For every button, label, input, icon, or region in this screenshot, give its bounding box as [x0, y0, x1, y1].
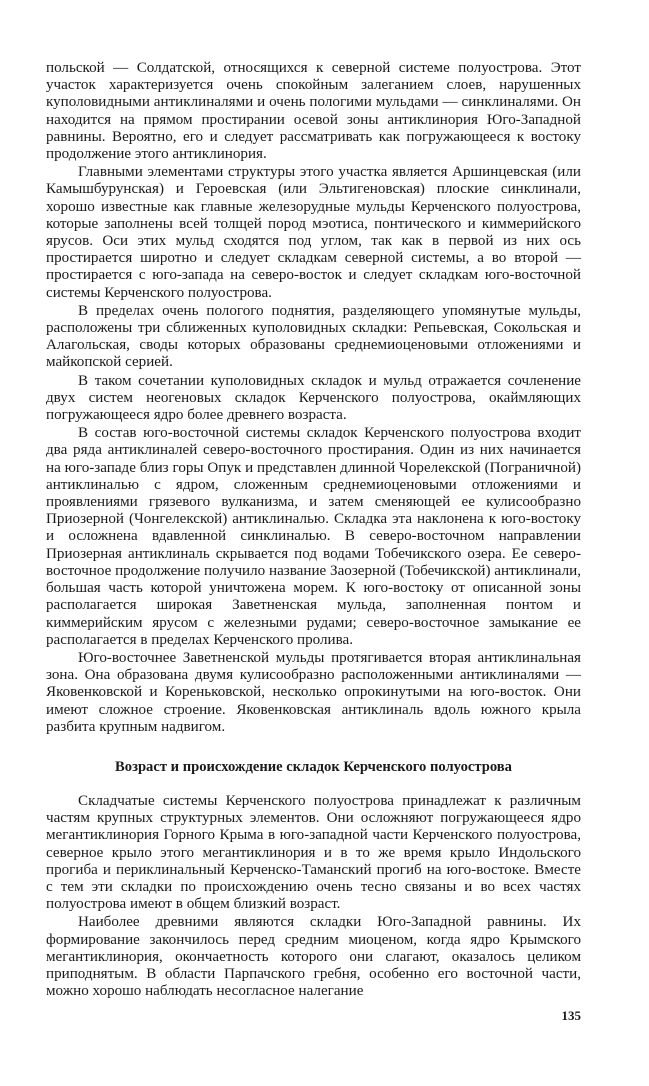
paragraph-8: Наиболее древними являются складки Юго-Западной равнины. Их формирование закончилось перед средним миоценом, когда ядро Крымского мегантиклинория, окончаетность которого они слагают, оказалось целиком приподнятым. В области Парпачского гребня, особенно его восточной части, можно хорошо наблюдать несогласное налегание: [46, 914, 581, 1000]
paragraph-4: В таком сочетании куполовидных складок и мульд отражается сочленение двух систем неогеновых складок Керченского полуострова, окаймляющих погружающееся ядро более древнего возраста.: [46, 372, 581, 424]
page-number: 135: [561, 1008, 581, 1023]
paragraph-5: В состав юго-восточной системы складок Керченского полуострова входит два ряда антиклиналей северо-восточного простирания. Один из них начинается на юго-западе близ горы Опук и представлен длинной Чорелекской (Пограничной) антиклиналью с ядром, сложенным среднемиоценовыми отложениями и проявлениями грязевого вулканизма, и затем сменяющей ее кулисообразно Приозерной (Чонгелекской) антиклиналью. Складка эта наклонена к юго-востоку и осложнена вдавленной синклиналью. В северо-восточном направлении Приозерная антиклиналь скрывается под водами Тобечикского озера. Ее северо-восточное продолжение получило название Заозерной (Тобечикской) антиклинали, большая часть которой уничтожена морем. К юго-востоку от описанной зоны располагается широкая Заветненская мульда, заполненная понтом и киммерийским ярусом с железными рудами; северо-восточное замыкание ее располагается в пределах Керченского пролива.: [46, 425, 581, 648]
paragraph-7: Складчатые системы Керченского полуострова принадлежат к различным частям крупных структурных элементов. Они осложняют погружающееся ядро мегантиклинория Горного Крыма в юго-западной части Керченского полуострова, северное крыло этого мегантиклинория и в то же время крыло Индольского прогиба и периклинальный Керченско-Таманский прогиб на юго-востоке. Вместе с тем эти складки по происхождению очень тесно связаны и во всех частях полуострова имеют в общем близкий возраст.: [46, 792, 581, 913]
section-heading: Возраст и происхождение складок Керченского полуострова: [115, 758, 512, 775]
page-text-block: [46, 60, 581, 1000]
paragraph-1: польской — Солдатской, относящихся к северной системе полуострова. Этот участок характеризуется очень спокойным залеганием слоев, нарушенных куполовидными антиклиналями и очень пологими мульдами — синклиналями. Он находится на прямом простирании осевой зоны антиклинория Юго-Западной равнины. Вероятно, его и следует рассматривать как погружающееся к востоку продолжение этого антиклинория.: [46, 60, 581, 163]
paragraph-2: Главными элементами структуры этого участка является Аршинцевская (или Камышбурунская) и Героевская (или Эльтигеновская) плоские синклинали, хорошо известные как главные железорудные мульды Керченского полуострова, которые заполнены всей толщей пород мэотиса, понтического и киммерийского ярусов. Оси этих мульд сходятся под углом, так как в первой из них ось простирается широтно и следует складкам северной системы, а во второй — простирается с юго-запада на северо-восток и следует складкам юго-восточной системы Керченского полуострова.: [46, 164, 581, 301]
paragraph-6: Юго-восточнее Заветненской мульды протягивается вторая антиклинальная зона. Она образована двумя кулисообразно расположенными антиклиналями — Яковенковской и Кореньковской, несколько опрокинутыми на юго-восток. Они имеют сложное строение. Яковенковская антиклиналь вдоль южного крыла разбита крупным надвигом.: [46, 649, 581, 735]
paragraph-3: В пределах очень пологого поднятия, разделяющего упомянутые мульды, расположены три сближенных куполовидных складки: Репьевская, Сокольская и Алагольская, своды которых образованы среднемиоценовыми отложениями и майкопской серией.: [46, 302, 581, 371]
